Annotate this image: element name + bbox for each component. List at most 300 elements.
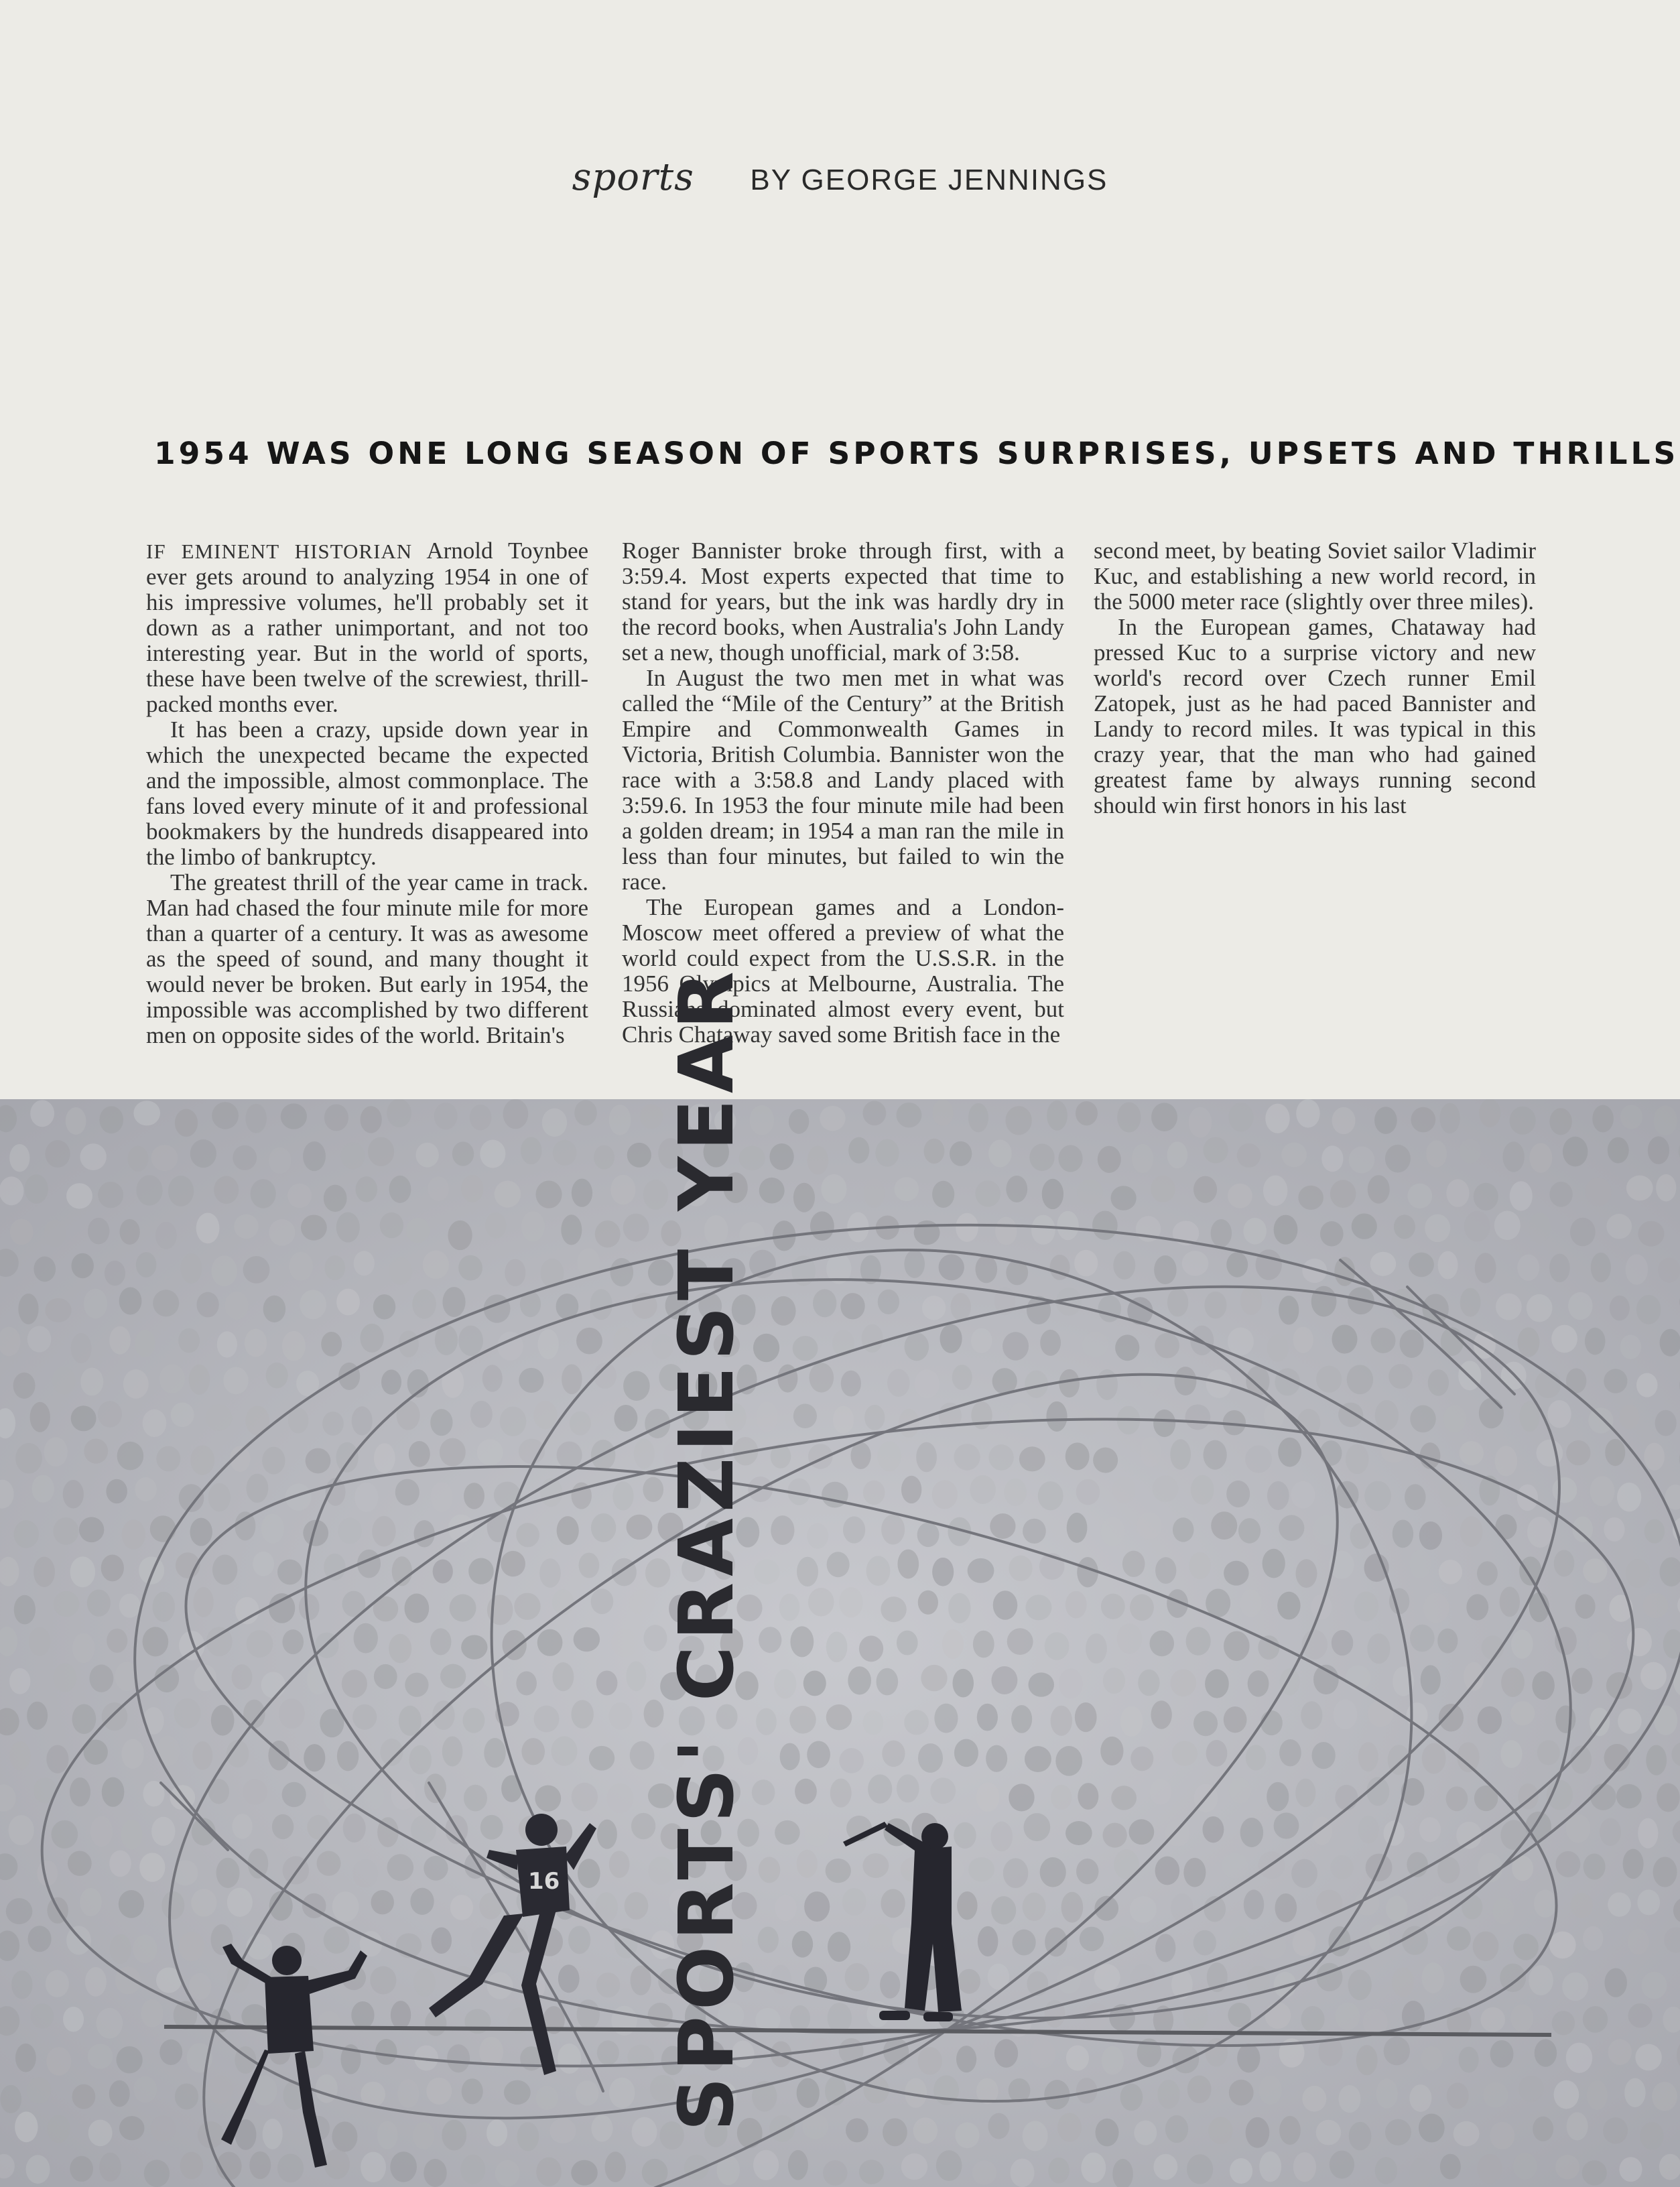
crowd-face	[769, 1143, 793, 1170]
crowd-face	[1189, 1552, 1210, 1579]
crowd-face	[405, 1673, 428, 1697]
crowd-face	[119, 1890, 144, 1918]
crowd-face	[1552, 1477, 1577, 1503]
crowd-face	[1411, 1107, 1435, 1133]
crowd-face	[136, 1252, 157, 1277]
crowd-face	[1604, 1517, 1624, 1542]
crowd-face	[1419, 2114, 1445, 2143]
crowd-face	[1549, 1108, 1571, 1135]
crowd-face	[246, 1474, 268, 1503]
crowd-face	[1320, 1440, 1342, 1466]
crowd-face	[590, 1289, 612, 1320]
crowd-face	[968, 1857, 994, 1881]
crowd-face	[1204, 1440, 1227, 1470]
crowd-face	[287, 1184, 312, 1208]
section-label: sports	[572, 155, 694, 199]
crowd-face	[1554, 2080, 1579, 2109]
crowd-face	[1330, 2151, 1354, 2179]
crowd-face	[542, 1109, 567, 1137]
crowd-face	[1120, 1706, 1143, 1737]
crowd-face	[1584, 1854, 1606, 1880]
crowd-face	[895, 1177, 919, 1201]
crowd-face	[1103, 1668, 1125, 1694]
crowd-face	[1527, 1294, 1553, 1322]
crowd-face	[561, 1214, 582, 1245]
crowd-face	[1240, 1818, 1264, 1847]
crowd-face	[868, 1924, 893, 1952]
crowd-face	[1575, 1595, 1595, 1619]
crowd-face	[571, 2160, 598, 2186]
crowd-face	[1582, 2160, 1607, 2186]
crowd-face	[63, 2007, 84, 2032]
crowd-face	[304, 1744, 325, 1771]
crowd-face	[1025, 1746, 1051, 1772]
crowd-face	[1474, 1183, 1498, 1210]
crowd-face	[1187, 2154, 1213, 2184]
crowd-face	[553, 1140, 577, 1166]
crowd-face	[1350, 1523, 1371, 1549]
crowd-face	[1229, 1777, 1251, 1804]
crowd-face	[623, 1214, 649, 1242]
crowd-face	[1480, 2007, 1505, 2032]
crowd-face	[1316, 1366, 1342, 1393]
crowd-face	[797, 2078, 820, 2108]
crowd-face	[1330, 1180, 1356, 1208]
crowd-face	[558, 2044, 581, 2074]
crowd-face	[828, 2003, 852, 2033]
crowd-face	[539, 1558, 561, 1588]
crowd-face	[196, 1212, 220, 1243]
crowd-face	[27, 1326, 52, 1352]
crowd-face	[988, 1444, 1013, 1471]
crowd-face	[1080, 1927, 1104, 1952]
crowd-face	[14, 1595, 36, 1625]
crowd-face	[610, 1258, 634, 1286]
crowd-face	[930, 1777, 956, 1804]
crowd-face	[80, 1368, 103, 1396]
crowd-face	[1229, 2080, 1254, 2106]
crowd-face	[795, 1779, 817, 1804]
crowd-face	[409, 1745, 432, 1774]
crowd-face	[71, 1253, 93, 1278]
crowd-face	[1134, 2121, 1157, 2145]
crowd-face	[1606, 1214, 1632, 1239]
crowd-face	[826, 1704, 852, 1730]
crowd-face	[1410, 1625, 1435, 1652]
crowd-face	[397, 2079, 419, 2108]
crowd-face	[1193, 1711, 1218, 1737]
crowd-face	[972, 2160, 997, 2184]
crowd-face	[354, 1483, 378, 1512]
crowd-face	[954, 1739, 978, 1767]
crowd-face	[1057, 2113, 1082, 2141]
crowd-face	[190, 1518, 212, 1546]
crowd-face	[413, 1968, 435, 1997]
crowd-face	[269, 1593, 295, 1623]
crowd-face	[1051, 1706, 1072, 1736]
crowd-face	[1660, 1329, 1680, 1357]
crowd-face	[975, 1180, 1000, 1207]
crowd-face	[495, 2160, 520, 2186]
crowd-face	[1644, 1519, 1665, 1544]
crowd-face	[487, 2119, 507, 2146]
crowd-face	[387, 1099, 411, 1127]
crowd-face	[372, 1516, 395, 1547]
crowd-face	[1301, 1701, 1322, 1729]
crowd-face	[193, 1587, 213, 1617]
crowd-face	[1057, 1211, 1078, 1241]
crowd-face	[139, 1556, 164, 1584]
crowd-face	[159, 1364, 185, 1393]
crowd-face	[629, 1589, 655, 1615]
crowd-face	[117, 2046, 143, 2074]
crowd-face	[788, 2150, 808, 2180]
crowd-face	[337, 1741, 359, 1771]
crowd-face	[227, 1887, 253, 1916]
crowd-face	[625, 1892, 649, 1920]
crowd-face	[122, 1519, 145, 1550]
crowd-face	[45, 1298, 71, 1322]
crowd-face	[990, 1513, 1015, 1539]
crowd-face	[109, 2080, 130, 2107]
crowd-face	[759, 1627, 781, 1653]
crowd-face	[479, 2037, 503, 2067]
page-header	[0, 155, 1680, 199]
crowd-face	[1501, 1668, 1525, 1697]
crowd-face	[1248, 1670, 1269, 1696]
crowd-face	[196, 1292, 218, 1318]
crowd-face	[52, 1367, 76, 1394]
crowd-face	[1628, 2003, 1653, 2028]
crowd-face	[1165, 2115, 1188, 2143]
crowd-face	[627, 1515, 653, 1540]
crowd-face	[484, 1738, 506, 1767]
crowd-face	[1653, 1105, 1677, 1135]
crowd-face	[151, 1817, 175, 1846]
crowd-face	[409, 1441, 430, 1467]
crowd-face	[1267, 1334, 1289, 1362]
crowd-face	[1556, 1851, 1581, 1877]
crowd-face	[211, 1705, 235, 1736]
crowd-face	[1646, 1745, 1667, 1775]
crowd-face	[950, 1141, 972, 1166]
crowd-face	[206, 1404, 233, 1430]
crowd-face	[610, 1175, 635, 1205]
crowd-face	[13, 1373, 36, 1399]
crowd-face	[322, 1412, 344, 1436]
crowd-face	[1321, 1145, 1343, 1172]
crowd-face	[922, 1296, 946, 1320]
crowd-face	[269, 1147, 291, 1174]
article-paragraph: In August the two men met in what was called the “Mile of the Century” at the British Empire and Commonwealth Games in Victoria, British Columbia. Bannister won the race with a 3:58.8 and Landy placed with 3:59.6. In 1953 the four minute mile had been a golden dream; in 1954 a man ran the mile in less than four minutes, but failed to win the race.	[622, 665, 1064, 895]
crowd-face	[1511, 1629, 1533, 1658]
crowd-face	[627, 1143, 651, 1168]
crowd-face	[404, 1594, 429, 1623]
crowd-face	[352, 1859, 378, 1888]
crowd-face	[1604, 1369, 1627, 1393]
crowd-face	[332, 2121, 357, 2151]
crowd-face	[1588, 1408, 1613, 1434]
crowd-face	[1563, 1137, 1588, 1167]
crowd-face	[1278, 1438, 1301, 1467]
crowd-face	[1228, 2003, 1251, 2027]
crowd-face	[779, 1594, 800, 1621]
crowd-face	[1243, 1218, 1267, 1245]
crowd-face	[1385, 1145, 1411, 1173]
crowd-face	[1320, 1221, 1344, 1247]
crowd-face	[448, 1221, 472, 1250]
crowd-face	[395, 1479, 419, 1506]
crowd-face	[232, 1664, 253, 1690]
headline: 1954 WAS ONE LONG SEASON OF SPORTS SURPRISES, UPSETS AND THRILLS	[154, 436, 1679, 471]
crowd-face	[1547, 1400, 1571, 1428]
crowd-face	[123, 1369, 149, 1399]
crowd-face	[826, 1632, 848, 1663]
crowd-face	[1459, 2047, 1479, 2073]
crowd-face	[1059, 1369, 1080, 1397]
crowd-face	[1316, 1963, 1342, 1992]
crowd-face	[324, 1185, 347, 1212]
crowd-face	[901, 2153, 927, 2180]
crowd-face	[1534, 1889, 1557, 1918]
crowd-face	[1637, 1889, 1660, 1915]
crowd-face	[102, 1777, 125, 1807]
crowd-face	[1394, 1214, 1415, 1239]
crowd-face	[245, 1329, 267, 1357]
crowd-face	[809, 1363, 834, 1392]
crowd-face	[391, 2001, 411, 2029]
crowd-face	[1566, 2043, 1593, 2073]
crowd-face	[477, 1439, 503, 1465]
crowd-face	[1031, 1215, 1055, 1245]
crowd-face	[1046, 1401, 1067, 1432]
crowd-face	[1151, 1103, 1177, 1131]
crowd-face	[813, 1289, 836, 1317]
crowd-face	[1332, 1630, 1353, 1655]
crowd-face	[101, 1554, 124, 1581]
crowd-face	[1566, 1440, 1590, 1465]
crowd-face	[1206, 1740, 1228, 1767]
crowd-face	[480, 1815, 503, 1840]
crowd-face	[1570, 1218, 1596, 1247]
crowd-face	[1608, 2039, 1632, 2065]
crowd-face	[1058, 1145, 1082, 1172]
crowd-face	[1019, 1446, 1045, 1471]
crowd-face	[1554, 1550, 1575, 1576]
crowd-face	[68, 1851, 92, 1876]
crowd-face	[70, 1556, 96, 1587]
crowd-face	[578, 1859, 600, 1888]
crowd-face	[877, 1668, 899, 1696]
crowd-face	[442, 1736, 463, 1766]
crowd-face	[611, 1629, 637, 1658]
crowd-face	[413, 2122, 434, 2149]
crowd-face	[804, 1821, 829, 1846]
crowd-face	[1224, 1706, 1247, 1733]
crowd-face	[144, 2160, 170, 2187]
crowd-face	[53, 1663, 76, 1692]
crowd-face	[1477, 1561, 1498, 1585]
crowd-face	[596, 1670, 618, 1695]
crowd-face	[968, 1558, 994, 1583]
crowd-face	[1419, 1521, 1442, 1550]
crowd-face	[1082, 1332, 1108, 1357]
crowd-face	[1592, 1105, 1614, 1133]
crowd-face	[306, 1448, 331, 1474]
crowd-face	[1375, 2157, 1397, 2184]
crowd-face	[1224, 1561, 1249, 1586]
crowd-face	[1065, 1821, 1092, 1845]
crowd-face	[141, 1999, 163, 2027]
crowd-face	[771, 1296, 796, 1326]
crowd-face	[1265, 2002, 1291, 2029]
crowd-face	[1081, 2153, 1106, 2183]
crowd-face	[1311, 1742, 1335, 1769]
crowd-face	[921, 1665, 947, 1692]
crowd-face	[991, 1896, 1016, 1924]
crowd-face	[410, 1888, 434, 1915]
crowd-face	[826, 1859, 851, 1883]
crowd-face	[842, 1888, 866, 1916]
crowd-face	[866, 1556, 891, 1586]
crowd-face	[161, 1891, 184, 1920]
crowd-face	[1439, 1560, 1462, 1584]
crowd-face	[1332, 1324, 1357, 1353]
crowd-face	[450, 1595, 476, 1622]
crowd-face	[1129, 1819, 1155, 1845]
crowd-face	[174, 1698, 201, 1729]
crowd-face	[428, 1176, 449, 1201]
crowd-face	[151, 2115, 176, 2141]
crowd-face	[253, 1552, 274, 1576]
crowd-face	[609, 1851, 630, 1877]
crowd-face	[1023, 2121, 1048, 2151]
crowd-face	[216, 1858, 240, 1888]
crowd-face	[1551, 1325, 1577, 1353]
crowd-face	[1101, 1594, 1125, 1619]
crowd-face	[862, 1101, 886, 1126]
crowd-face	[1419, 1817, 1441, 1842]
crowd-face	[373, 1294, 395, 1320]
crowd-face	[797, 1850, 818, 1878]
crowd-face	[1295, 1778, 1315, 1807]
crowd-face	[1477, 2154, 1502, 2184]
crowd-face	[1245, 1445, 1272, 1473]
crowd-face	[514, 1593, 540, 1620]
crowd-face	[1421, 2046, 1443, 2070]
crowd-face	[574, 1100, 597, 1125]
crowd-face	[1038, 1481, 1063, 1510]
crowd-face	[1171, 1893, 1193, 1922]
crowd-face	[994, 2039, 1018, 2068]
crowd-face	[1237, 2044, 1260, 2072]
crowd-face	[6, 1898, 33, 1924]
crowd-face	[759, 1857, 780, 1883]
crowd-face	[1567, 2112, 1588, 2140]
crowd-face	[434, 1103, 458, 1129]
crowd-face	[1608, 1892, 1631, 1916]
crowd-face	[897, 1774, 919, 1802]
crowd-face	[971, 1328, 992, 1353]
crowd-face	[591, 1513, 616, 1542]
crowd-face	[1263, 1176, 1287, 1206]
crowd-face	[1583, 1926, 1603, 1951]
crowd-face	[1040, 1857, 1066, 1887]
crowd-face	[109, 1851, 131, 1877]
crowd-face	[462, 1708, 484, 1733]
crowd-face	[640, 1104, 663, 1129]
crowd-face	[1003, 1858, 1029, 1888]
lead-caps: IF EMINENT HISTORIAN	[146, 540, 413, 563]
crowd-face	[1407, 1184, 1432, 1208]
crowd-face	[1281, 1142, 1307, 1167]
crowd-face	[1513, 2153, 1537, 2180]
crowd-face	[1074, 1250, 1098, 1277]
crowd-face	[354, 1251, 375, 1275]
crowd-face	[34, 1557, 55, 1587]
crowd-face	[8, 1815, 34, 1845]
crowd-face	[450, 1895, 473, 1920]
crowd-face	[958, 1969, 980, 1994]
crowd-face	[128, 1146, 149, 1172]
crowd-face	[1296, 1099, 1320, 1127]
crowd-face	[1500, 1740, 1522, 1768]
crowd-face	[1226, 1252, 1248, 1277]
crowd-face	[135, 1477, 157, 1501]
crowd-face	[139, 1853, 165, 1881]
crowd-face	[1279, 1296, 1299, 1324]
crowd-face	[1500, 1820, 1527, 1851]
crowd-face	[576, 1328, 602, 1355]
crowd-face	[505, 1259, 525, 1286]
crowd-face	[632, 2117, 657, 2147]
crowd-face	[415, 1143, 438, 1168]
crowd-face	[790, 2005, 810, 2032]
crowd-face	[390, 2151, 417, 2182]
crowd-face	[1076, 1479, 1100, 1505]
crowd-face	[1640, 2122, 1663, 2150]
crowd-face	[1519, 2076, 1544, 2102]
crowd-face	[754, 1560, 780, 1584]
crowd-face	[626, 1661, 646, 1691]
crowd-face	[1657, 1783, 1680, 1812]
crowd-face	[519, 1368, 543, 1393]
crowd-face	[9, 1741, 30, 1771]
crowd-face	[119, 1288, 142, 1315]
crowd-face	[1549, 1932, 1576, 1959]
crowd-face	[387, 1854, 414, 1881]
crowd-face	[841, 1371, 861, 1397]
crowd-face	[1619, 2157, 1642, 2182]
crowd-face	[26, 2155, 50, 2184]
crowd-face	[377, 2121, 398, 2149]
crowd-face	[1446, 1179, 1469, 1207]
crowd-face	[53, 1517, 78, 1545]
crowd-face	[461, 1175, 483, 1202]
crowd-face	[1111, 1786, 1137, 1810]
crowd-face	[462, 2078, 483, 2104]
crowd-face	[847, 1212, 868, 1242]
crowd-face	[774, 1669, 796, 1698]
crowd-face	[1517, 1254, 1539, 1280]
crowd-face	[1478, 1706, 1502, 1734]
crowd-face	[1529, 1143, 1552, 1172]
crowd-face	[15, 1443, 42, 1474]
crowd-face	[389, 1257, 412, 1285]
crowd-face	[1510, 1181, 1533, 1210]
crowd-face	[235, 1597, 259, 1625]
crowd-face	[1086, 1633, 1107, 1664]
